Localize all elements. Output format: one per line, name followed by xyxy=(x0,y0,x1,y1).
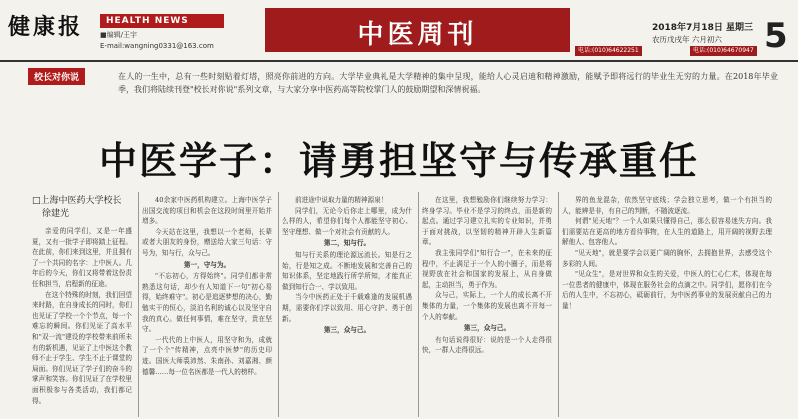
column-divider xyxy=(558,192,559,417)
phone-label-2: 电话:(010)64670947 xyxy=(690,46,757,56)
article-paragraph: 当今中医药正处于千载难逢的发展机遇期，需要你们学以致用、用心守护、勇于创新。 xyxy=(282,293,412,323)
article-paragraph: 同学们，无论今后你走上哪里，成为什么样的人，希望你们每个人都能坚守初心、坚守理想、做一个对社会有贡献的人。 xyxy=(282,206,412,236)
column-tag: 校长对你说 xyxy=(28,68,85,85)
article-paragraph: "见众生"，是对世界和众生的关爱，中医人的仁心仁术，体现在每一位患者的健康中，体现在服务社会的点滴之中。同学们，愿你们在今后的人生中，不忘初心，砥砺前行，为中医药事业的发展贡献自己的力量！ xyxy=(562,270,772,310)
article-paragraph: 今天站在这里，我想以一个老师，长辈或者大朋友的身份，赠送给大家三句话：守号为，知与行，众与己。 xyxy=(142,227,272,257)
article-paragraph: 众与己，实际上，一个人的成长离不开集体的力量，一个集体的发展也离不开每一个人的奉献。 xyxy=(422,291,552,321)
article-paragraph: 我主张同学们"知行合一"，在未来的征程中，不止满足于一个人的小圈子，而是将视野放在社会和国家的发展上，从自身做起，主动担当，勇于作为。 xyxy=(422,248,552,289)
editor-email: E-mail:wangning0331@163.com xyxy=(100,42,214,50)
author-org: □上海中医药大学校长 xyxy=(32,196,122,206)
article-paragraph: 第三，众与己。 xyxy=(323,326,371,335)
article-column-3 xyxy=(282,195,412,417)
article-paragraph: 第三，众与己。 xyxy=(463,324,511,333)
author-byline xyxy=(32,195,122,221)
issue-date: 2018年7月18日 星期三 xyxy=(652,23,753,33)
article-paragraph: 40余家中医药机构建立。上海中医学子出国交流的项目和机会在这段时间里开始并增多。 xyxy=(142,196,272,226)
masthead xyxy=(0,0,798,62)
column-divider xyxy=(418,192,419,417)
editor-credit: ■编辑/王宇 xyxy=(100,31,137,39)
column-divider xyxy=(278,192,279,417)
article-column-1 xyxy=(32,226,132,416)
newspaper-logo: 健康报 xyxy=(8,14,84,40)
article-paragraph: 界的鱼龙混杂，依然坚守底线；学会独立思考，做一个有担当的人，能辨是非，有自己的判断，不随波逐流。 xyxy=(562,196,772,215)
article-paragraph: 第二，知与行。 xyxy=(323,239,371,248)
section-tag: HEALTH NEWS xyxy=(100,14,224,28)
article-paragraph: "见天地"，就是要学会以更广阔的胸怀，去拥抱世界，去感受这个多彩的人间。 xyxy=(562,248,772,268)
article-paragraph: 一代代的上中医人，用坚守和为，成就了一个个"传精神，点亮中医梦"的历史印迹。国医大师裘沛然、朱南孙、刘嘉湘、颜德馨……每一位名医都是一代人的榜样。 xyxy=(142,335,272,376)
masthead-rule xyxy=(0,60,798,62)
article-paragraph: 有句话说得很好：说的是一个人走得很快，一群人走得很远。 xyxy=(422,335,552,355)
page-number: 5 xyxy=(764,16,788,56)
article-paragraph: 在这个特殊的时刻，我们回望来时路，在自身成长的同时，你们也见证了学校一个个节点，每一个难忘的瞬间。你们见证了高水平和"双一流"建设的学校带来前所未有的新机遇，见证了上中医这个教师不止于学生、学生不止于课堂的局面。你们见证了学子们的奋斗的掌声和笑容。你们见证了在学校里面积极参与各类活动，我们都记得。 xyxy=(32,290,132,405)
article-paragraph: "不忘初心，方得始终"。同学们都非常熟悉这句话，却少有人知道下一句"初心易得，始终难守"。初心是追逐梦想的决心，勤勉实干的恒心，淡泊名利的诚心以及坚守自我的真心。做任何事情，难在坚守，贵在坚守。 xyxy=(142,272,272,334)
article-column-2 xyxy=(142,195,272,417)
article-paragraph: 亲爱的同学们，又是一年盛夏，又有一批学子即将踏上征程。在此前，你们来到这里，并且拥有了一个共同的名字：上中医人。几年后的今天，你们又将带着这份责任和担当，启程新的征途。 xyxy=(32,227,132,288)
page-title: 中医周刊 xyxy=(357,20,478,50)
article-column-4 xyxy=(422,195,552,417)
article-column-5 xyxy=(562,195,772,417)
page-title-band xyxy=(265,8,570,52)
article-paragraph: 在这里，我想勉励你们继续努力学习：终身学习。毕业不是学习的终点，而是新的起点。通过学习建立扎实的专业知识，并勇于面对挑战，以坚韧的精神开辟人生新篇章。 xyxy=(422,196,552,247)
lunar-date: 农历戊戌年 六月初六 xyxy=(652,35,722,44)
article-headline: 中医学子：请勇担坚守与传承重任 xyxy=(98,139,699,183)
article-paragraph: 何谓"见天地"？一个人如果只懂得自己，那么很容易迷失方向。我们需要站在更高的地方看待事物，在人生的道路上，用开阔的视野去理解他人、包容他人。 xyxy=(562,217,772,247)
column-divider xyxy=(138,192,139,417)
author-name: 徐建光 xyxy=(42,209,70,219)
phone-label-1: 电话:(010)64622251 xyxy=(575,46,642,56)
article-paragraph: 知与行关系的理论源远流长。知是行之始，行是知之成。不断地发展和完善自己的知识体系，坚定地践行所学所知，才能真正做到知行合一、学以致用。 xyxy=(282,250,412,291)
intro-paragraph: 在人的一生中，总有一些时刻贴着灯塔，照亮你前进的方向。大学毕业典礼是大学精神的集中呈现，能给人心灵启迪和精神激励，能赋予即将远行的毕业生无穷的力量。在2018年毕业季，我们将陆续刊登"校长对你说"系列文章，与大家分享中医药高等院校掌门人的鼓励期望和深情祝福。 xyxy=(118,72,778,94)
article-paragraph: 前进途中说取力量的精神源泉！ xyxy=(295,196,388,204)
article-paragraph: 第一，守与为。 xyxy=(183,260,231,269)
